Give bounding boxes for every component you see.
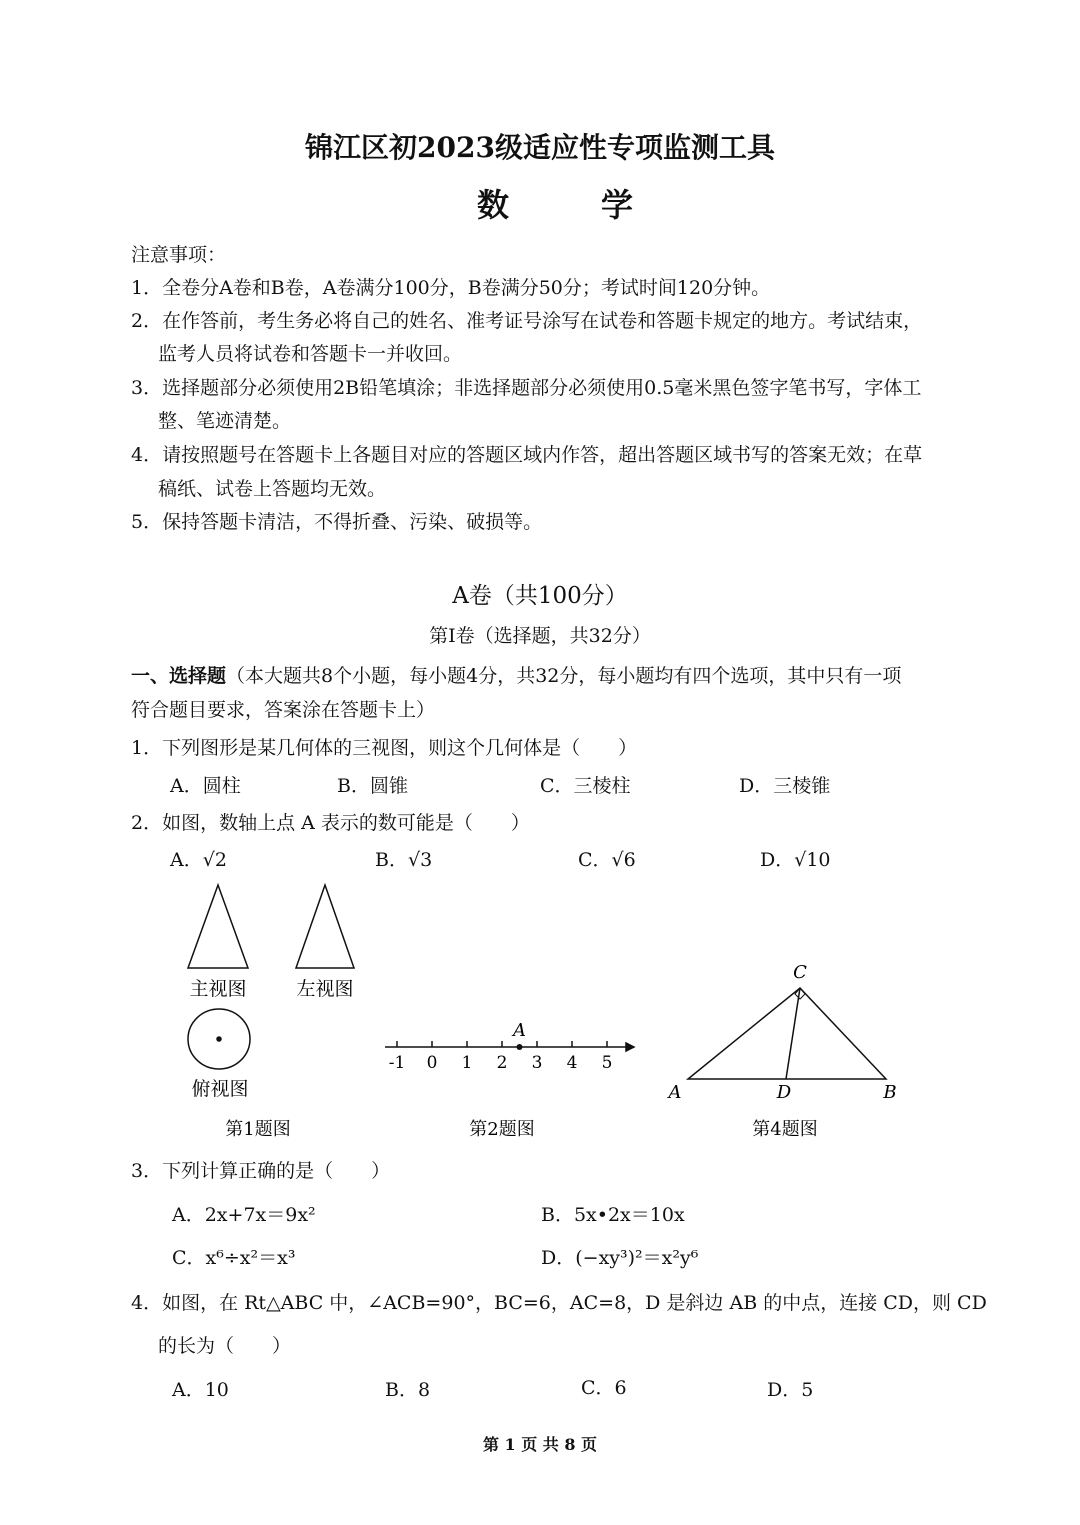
number-line-tick-label: 0 [426, 1053, 438, 1073]
note-line: 1．全卷分A卷和B卷，A卷满分100分，B卷满分50分；考试时间120分钟。 [131, 277, 771, 299]
left-view-triangle [296, 885, 354, 968]
q4-option-a: A．10 [172, 1379, 229, 1401]
q2-option-c: C．√6 [578, 849, 636, 871]
q4-option-b: B．8 [385, 1379, 431, 1401]
top-view-label: 俯视图 [191, 1078, 249, 1100]
intro-text: （本大题共8个小题，每小题4分，共32分，每小题均有四个选项，其中只有一项 [226, 665, 902, 687]
median-cd [786, 988, 800, 1079]
section-a-heading: A卷（共100分） [452, 583, 628, 609]
note-line: 5．保持答题卡清洁，不得折叠、污染、破损等。 [131, 511, 543, 533]
number-line-tick-label: 3 [531, 1053, 543, 1073]
number-line-tick-label: 4 [566, 1053, 578, 1073]
figure-2-number-line [385, 1041, 634, 1051]
q1-option-c: C．三棱柱 [540, 775, 631, 797]
intro-text-2: 符合题目要求，答案涂在答题卡上） [131, 699, 436, 721]
figure-1-three-views [188, 885, 354, 1069]
q3-option-c: C．x⁶÷x²＝x³ [172, 1247, 296, 1269]
number-line-tick-label: 5 [601, 1053, 613, 1073]
q1-option-d: D．三棱锥 [739, 775, 831, 797]
subject-title: 数 学 [476, 186, 663, 224]
notes-heading: 注意事项： [131, 244, 227, 266]
q3-option-a: A．2x+7x＝9x² [172, 1204, 316, 1226]
question-4-stem: 4．如图，在 Rt△ABC 中，∠ACB=90°，BC=6，AC=8，D 是斜边 AB 的中点，连接 CD，则 CD [131, 1292, 987, 1314]
page-number: 第 1 页 共 8 页 [482, 1435, 598, 1454]
question-3-stem: 3．下列计算正确的是（ ） [131, 1160, 391, 1182]
figure-4-caption: 第4题图 [752, 1119, 818, 1140]
number-line-tick-label: 2 [496, 1053, 508, 1073]
question-1-stem: 1．下列图形是某几何体的三视图，则这个几何体是（ ） [131, 737, 638, 759]
q4-option-d: D．5 [767, 1379, 814, 1401]
note-line: 2．在作答前，考生务必将自己的姓名、准考证号涂写在试卷和答题卡规定的地方。考试结束， [131, 310, 923, 332]
q2-option-a: A．√2 [170, 849, 227, 871]
q4-option-c: C．6 [581, 1377, 627, 1399]
q2-option-d: D．√10 [760, 849, 831, 871]
note-line: 整、笔迹清楚。 [158, 410, 292, 432]
q3-option-b: B．5x•2x＝10x [541, 1204, 685, 1226]
number-line-tick-label: 1 [461, 1053, 473, 1073]
note-line: 4．请按照题号在答题卡上各题目对应的答题区域内作答，超出答题区域书写的答案无效；在草 [131, 444, 923, 466]
q2-option-b: B．√3 [375, 849, 433, 871]
question-4-stem-2: 的长为（ ） [158, 1335, 292, 1357]
question-2-stem: 2．如图，数轴上点 A 表示的数可能是（ ） [131, 812, 530, 834]
left-view-label: 左视图 [296, 978, 354, 1000]
vertex-a-label: A [668, 1082, 682, 1103]
number-line-tick-label: -1 [388, 1053, 406, 1073]
q1-option-b: B．圆锥 [337, 775, 408, 797]
note-line: 3．选择题部分必须使用2B铅笔填涂；非选择题部分必须使用0.5毫米黑色签字笔书写，字体工 [131, 377, 922, 399]
point-a-marker [517, 1044, 523, 1050]
front-view-label: 主视图 [189, 978, 247, 1000]
figure-4-triangle [688, 988, 886, 1079]
part-1-heading: 第Ⅰ卷（选择题，共32分） [429, 625, 651, 647]
point-a-label: A [513, 1020, 526, 1041]
exam-title: 锦江区初2023级适应性专项监测工具 [305, 131, 775, 164]
note-line: 监考人员将试卷和答题卡一并收回。 [158, 343, 463, 365]
q3-option-d: D．(−xy³)²＝x²y⁶ [541, 1247, 699, 1269]
vertex-b-label: B [883, 1082, 897, 1103]
figure-2-caption: 第2题图 [469, 1119, 535, 1140]
note-line: 稿纸、试卷上答题均无效。 [158, 478, 387, 500]
point-d-label: D [776, 1082, 792, 1103]
intro-label: 一、选择题 [131, 665, 227, 687]
figure-1-caption: 第1题图 [225, 1119, 291, 1140]
front-view-triangle [188, 885, 248, 968]
top-view-center-dot [217, 1037, 221, 1041]
q1-option-a: A．圆柱 [170, 775, 241, 797]
vertex-c-label: C [793, 962, 807, 983]
